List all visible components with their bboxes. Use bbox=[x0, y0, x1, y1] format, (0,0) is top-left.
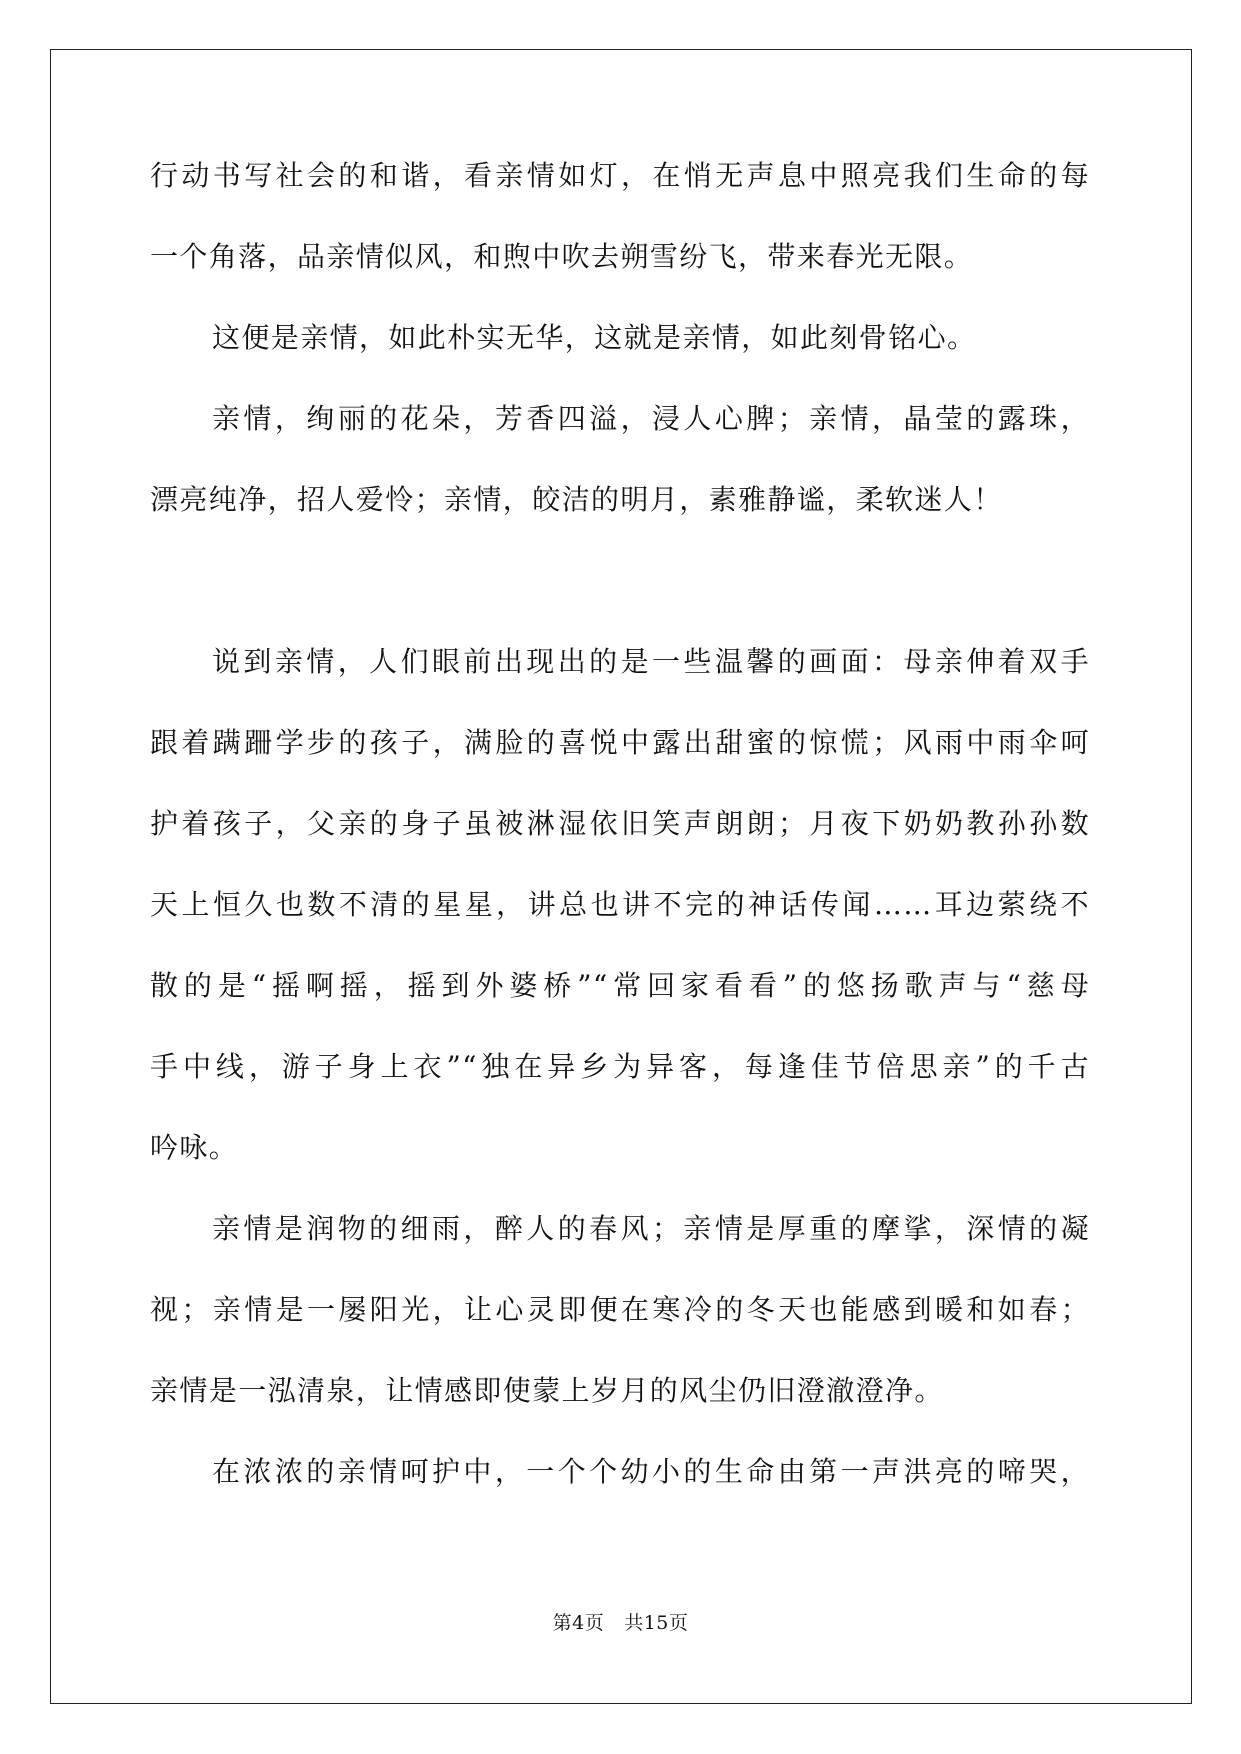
text-line: 视；亲情是一屡阳光，让心灵即便在寒冷的冬天也能感到暖和如春； bbox=[150, 1293, 1090, 1326]
text-line: 说到亲情，人们眼前出现出的是一些温馨的画面：母亲伸着双手 bbox=[212, 645, 1090, 678]
text-line: 手中线，游子身上衣”“独在异乡为异客，每逢佳节倍思亲”的千古 bbox=[150, 1050, 1090, 1083]
text-line: 散的是“摇啊摇，摇到外婆桥”“常回家看看”的悠扬歌声与“慈母 bbox=[150, 969, 1090, 1002]
text-line: 跟着蹒跚学步的孩子，满脸的喜悦中露出甜蜜的惊慌；风雨中雨伞呵 bbox=[150, 726, 1090, 759]
text-line: 漂亮纯净，招人爱怜；亲情，皎洁的明月，素雅静谧，柔软迷人！ bbox=[150, 483, 1003, 516]
paragraph-gap bbox=[150, 560, 1090, 641]
text-line: 吟咏。 bbox=[150, 1131, 239, 1164]
text-line: 在浓浓的亲情呵护中，一个个幼小的生命由第一声洪亮的啼哭， bbox=[212, 1455, 1090, 1488]
page-number: 第4页 bbox=[552, 1612, 605, 1634]
text-line: 亲情，绚丽的花朵，芳香四溢，浸人心脾；亲情，晶莹的露珠， bbox=[212, 402, 1090, 435]
text-line: 护着孩子，父亲的身子虽被淋湿依旧笑声朗朗；月夜下奶奶教孙孙数 bbox=[150, 807, 1090, 840]
text-line: 天上恒久也数不清的星星，讲总也讲不完的神话传闻……耳边萦绕不 bbox=[150, 888, 1090, 921]
document-body bbox=[150, 155, 1090, 1532]
page-footer bbox=[0, 1608, 1241, 1635]
text-line: 一个角落，品亲情似风，和煦中吹去朔雪纷飞，带来春光无限。 bbox=[150, 240, 974, 273]
text-line: 行动书写社会的和谐，看亲情如灯，在悄无声息中照亮我们生命的每 bbox=[150, 159, 1090, 192]
text-line: 亲情是一泓清泉，让情感即使蒙上岁月的风尘仍旧澄澈澄净。 bbox=[150, 1374, 944, 1407]
page-total: 共15页 bbox=[624, 1612, 689, 1634]
text-line: 这便是亲情，如此朴实无华，这就是亲情，如此刻骨铭心。 bbox=[212, 321, 977, 354]
text-line: 亲情是润物的细雨，醉人的春风；亲情是厚重的摩挲，深情的凝 bbox=[212, 1212, 1090, 1245]
